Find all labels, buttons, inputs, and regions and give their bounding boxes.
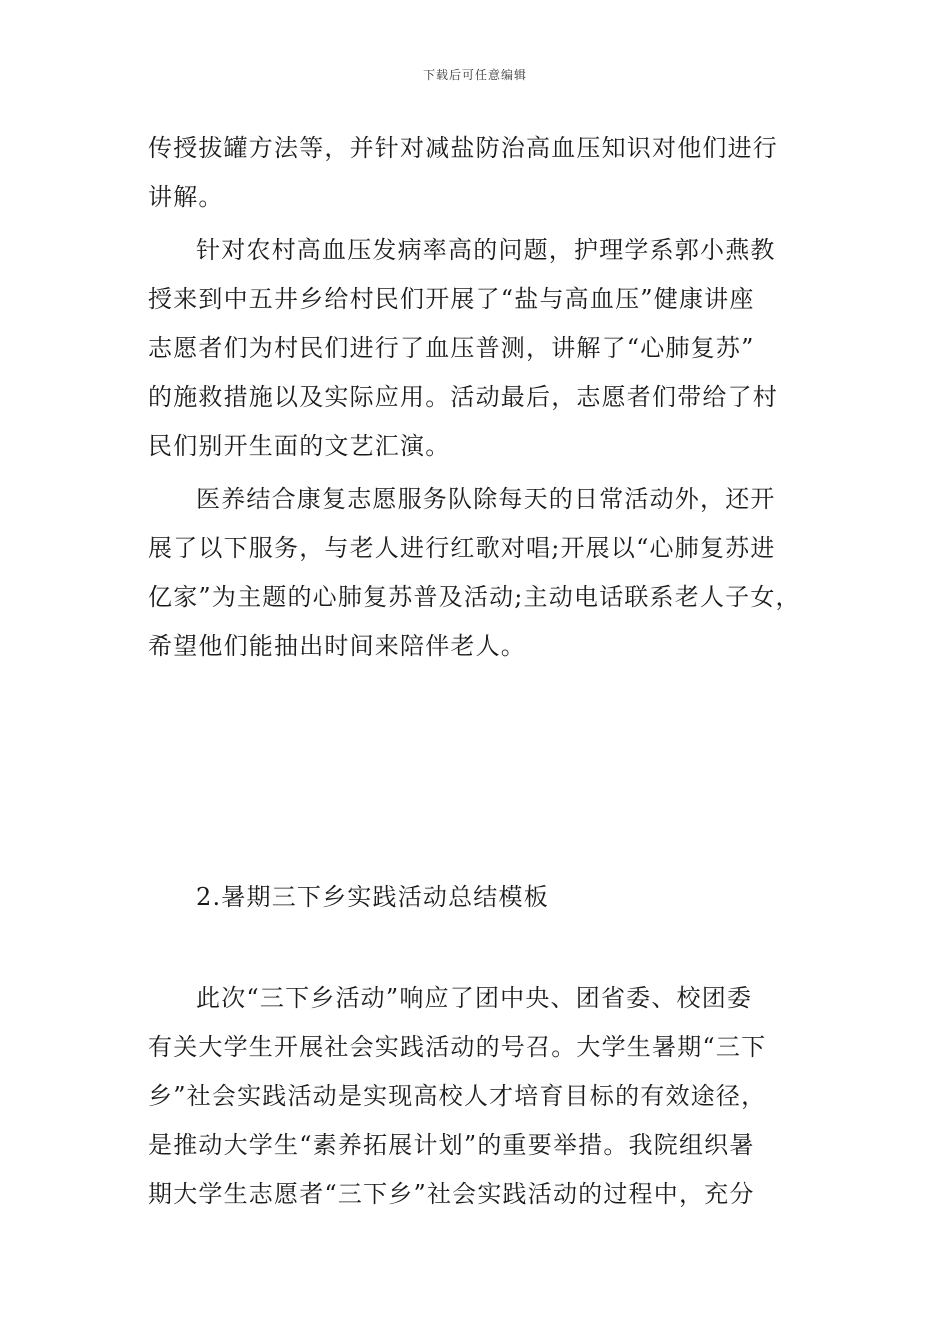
text-line: 民们别开生面的文艺汇演。 (148, 432, 451, 460)
text-line: 展了以下服务，与老人进行红歌对唱;开展以“心肺复苏进 (148, 534, 776, 562)
text-line: 讲解。 (148, 183, 224, 211)
text-line: 希望他们能抽出时间来陪伴老人。 (148, 632, 526, 660)
text-line: 有关大学生开展社会实践活动的号召。大学生暑期“三下 (148, 1033, 767, 1061)
text-line: 是推动大学生“素养拓展计划”的重要举措。我院组织暑 (148, 1131, 755, 1159)
text-line: 传授拔罐方法等，并针对减盐防治高血压知识对他们进行 (148, 134, 778, 162)
paragraph-hypertension-lecture (148, 226, 828, 471)
paragraph-section-intro (148, 974, 828, 1219)
text-line: 针对农村高血压发病率高的问题，护理学系郭小燕教 (196, 236, 776, 264)
text-line: 志愿者们为村民们进行了血压普测，讲解了“心肺复苏” (148, 334, 755, 362)
paragraph-continuation (148, 124, 828, 222)
header-note: 下载后可任意编辑 (422, 68, 527, 82)
text-line: 授来到中五井乡给村民们开展了“盐与高血压”健康讲座 (148, 285, 755, 313)
text-line: 医养结合康复志愿服务队除每天的日常活动外，还开 (196, 485, 776, 513)
text-line: 的施救措施以及实际应用。活动最后，志愿者们带给了村 (148, 383, 778, 411)
text-line: 亿家”为主题的心肺复苏普及活动;主动电话联系老人子女， (148, 583, 801, 611)
text-line: 期大学生志愿者“三下乡”社会实践活动的过程中，充分 (148, 1180, 755, 1208)
section-heading: 2.暑期三下乡实践活动总结模板 (196, 883, 549, 911)
paragraph-volunteer-service (148, 475, 828, 671)
text-line: 此次“三下乡活动”响应了团中央、团省委、校团委 (196, 984, 753, 1012)
text-line: 乡”社会实践活动是实现高校人才培育目标的有效途径， (148, 1082, 767, 1110)
